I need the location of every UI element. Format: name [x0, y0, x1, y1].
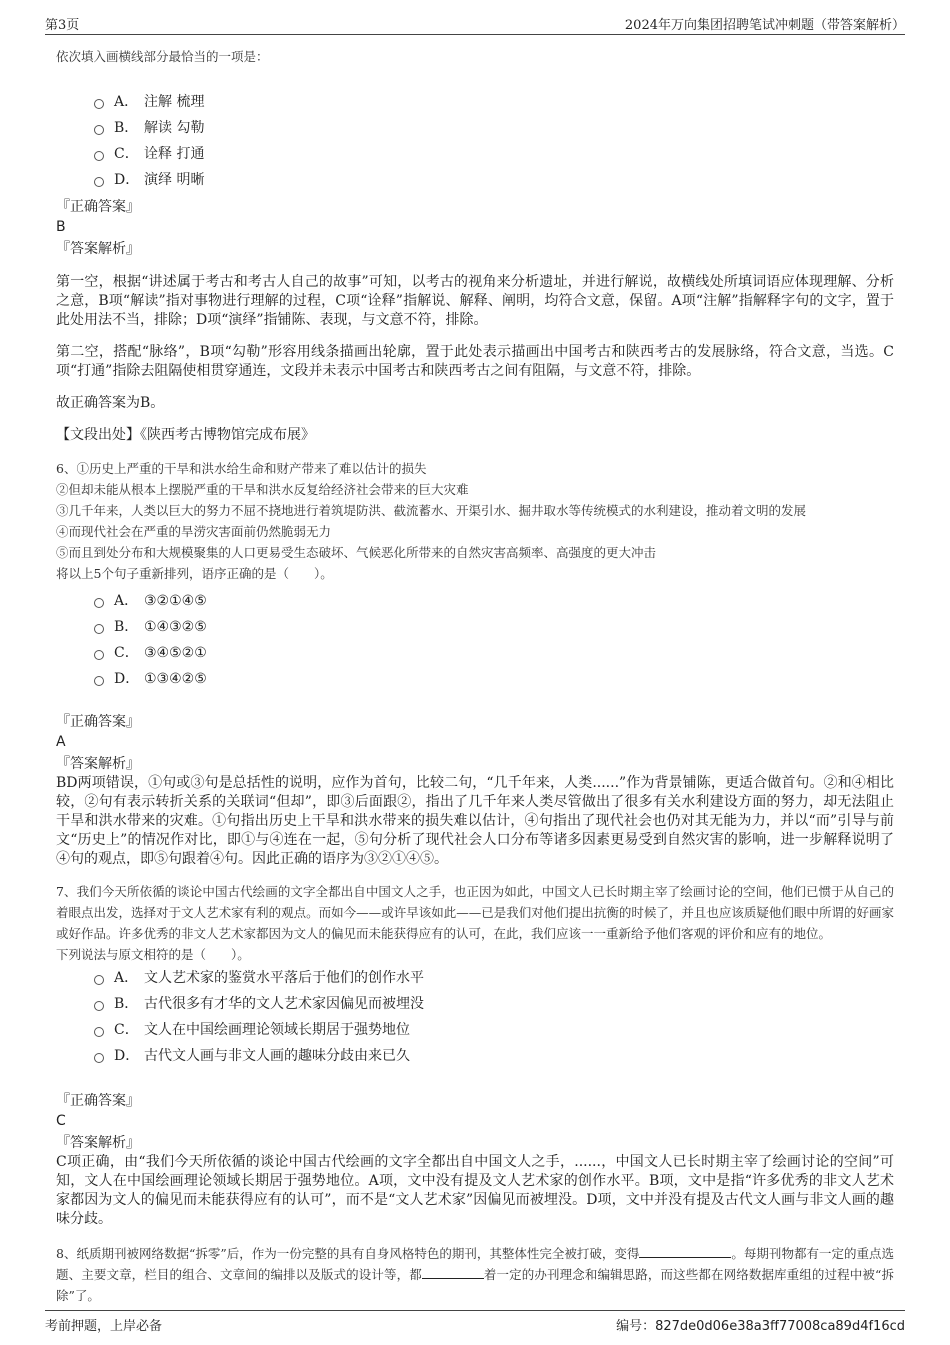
q6-option-c[interactable]: C． ③④⑤②①	[94, 640, 894, 666]
q7-option-d[interactable]: D． 古代文人画与非文人画的趣味分歧由来已久	[94, 1043, 894, 1069]
q5-prompt: 依次填入画横线部分最恰当的一项是：	[56, 49, 269, 64]
page-content	[56, 46, 894, 1306]
document-title: 2024年万向集团招聘笔试冲刺题（带答案解析）	[624, 18, 905, 33]
q7-passage: 7、我们今天所依循的谈论中国古代绘画的文字全都出自中国文人之手，也正因为如此，中国文人已长时期主宰了绘画讨论的空间，他们已惯于从自己的着眼点出发，选择对于文人艺术家有利的观点。而如今——或许早该如此——已是我们对他们提出抗衡的时候了，并且也应该质疑他们眼中所谓的好画家或好作品。许多优秀的非文人艺术家都因为文人的偏见而未能获得应有的认可，在此，我们应该一一重新给予他们客观的评价和应有的地位。	[56, 884, 894, 941]
radio-icon[interactable]	[94, 1053, 104, 1063]
radio-icon[interactable]	[94, 125, 104, 135]
q7-analysis-label: 『答案解析』	[56, 1135, 140, 1151]
q5-source: 【文段出处】《陕西考古博物馆完成布展》	[56, 427, 315, 443]
q6-option-b[interactable]: B． ①④③②⑤	[94, 614, 894, 640]
q6-option-d[interactable]: D． ①③④②⑤	[94, 666, 894, 692]
q6-options	[94, 588, 894, 692]
radio-icon[interactable]	[94, 151, 104, 161]
radio-icon[interactable]	[94, 975, 104, 985]
q6-question: 将以上5个句子重新排列，语序正确的是（ ）。	[56, 566, 333, 581]
page-number: 第3页	[45, 18, 80, 33]
q7-analysis: C项正确，由“我们今天所依循的谈论中国古代绘画的文字全都出自中国文人之手，......，中国文人已长时期主宰了绘画讨论的空间”可知，文人在中国绘画理论领域长期居于强势地位。A项，文中没有提及文人艺术家的创作水平。B项，文中是指“许多优秀的非文人艺术家都因为文人的偏见而未能获得应有的认可”，而不是“文人艺术家”因偏见而被埋没。D项，文中并没有提及古代文人画与非文人画的趣味分歧。	[56, 1154, 894, 1227]
radio-icon[interactable]	[94, 177, 104, 187]
q7-option-a[interactable]: A． 文人艺术家的鉴赏水平落后于他们的创作水平	[94, 965, 894, 991]
fill-blank[interactable]	[639, 1243, 731, 1258]
q6-answer-label: 『正确答案』	[56, 714, 140, 730]
q5-answer-label: 『正确答案』	[56, 199, 140, 215]
q6-line: ⑤而且到处分布和大规模聚集的人口更易受生态破坏、气候恶化所带来的自然灾害高频率、高强度的更大冲击	[56, 545, 657, 560]
q6-line: 6、①历史上严重的干旱和洪水给生命和财产带来了难以估计的损失	[56, 461, 427, 476]
q5-option-b[interactable]: B． 解读 勾勒	[94, 115, 894, 141]
radio-icon[interactable]	[94, 1001, 104, 1011]
q5-analysis-paragraph: 第二空，搭配“脉络”，B项“勾勒”形容用线条描画出轮廓，置于此处表示描画出中国考古和陕西考古的发展脉络，符合文意，当选。C项“打通”指除去阻隔使相贯穿通连，文段并未表示中国考古和陕西考古之间有阻隔，与文意不符，排除。	[56, 344, 894, 379]
q5-option-a[interactable]: A． 注解 梳理	[94, 89, 894, 115]
document-code: 编号：827de0d06e38a3ff77008ca89d4f16cd	[616, 1319, 905, 1334]
radio-icon[interactable]	[94, 624, 104, 634]
q7-options	[94, 965, 894, 1069]
radio-icon[interactable]	[94, 676, 104, 686]
q6-line: ④而现代社会在严重的旱涝灾害面前仍然脆弱无力	[56, 524, 332, 539]
q6-analysis-label: 『答案解析』	[56, 756, 140, 772]
q7-option-c[interactable]: C． 文人在中国绘画理论领域长期居于强势地位	[94, 1017, 894, 1043]
q5-conclusion: 故正确答案为B。	[56, 395, 165, 411]
q7-option-b[interactable]: B． 古代很多有才华的文人艺术家因偏见而被埋没	[94, 991, 894, 1017]
q5-options	[94, 89, 894, 193]
q5-answer: B	[56, 219, 66, 235]
q8-passage: 8、纸质期刊被网络数据“拆零”后，作为一份完整的具有自身风格特色的期刊，其整体性完全被打破，变得 。每期刊物都有一定的重点选题、主要文章，栏目的组合、文章间的编排以及版式的设计等，都 着一定的办刊理念和编辑思路，而这些都在网络数据库重组的过程中被“拆除”了。	[56, 1243, 894, 1306]
q5-option-c[interactable]: C． 诠释 打通	[94, 141, 894, 167]
radio-icon[interactable]	[94, 650, 104, 660]
q5-option-d[interactable]: D． 演绎 明晰	[94, 167, 894, 193]
q6-line: ③几千年来，人类以巨大的努力不屈不挠地进行着筑堤防洪、截流蓄水、开渠引水、掘井取水等传统模式的水利建设，推动着文明的发展	[56, 503, 807, 518]
q6-answer: A	[56, 734, 66, 750]
q5-analysis-label: 『答案解析』	[56, 241, 140, 257]
q6-option-a[interactable]: A． ③②①④⑤	[94, 588, 894, 614]
q7-answer-label: 『正确答案』	[56, 1093, 140, 1109]
radio-icon[interactable]	[94, 1027, 104, 1037]
footer-slogan: 考前押题，上岸必备	[45, 1319, 163, 1334]
radio-icon[interactable]	[94, 99, 104, 109]
page-footer	[45, 1310, 905, 1333]
q5-analysis-paragraph: 第一空，根据“讲述属于考古和考古人自己的故事”可知，以考古的视角来分析遗址，并进行解说，故横线处所填词语应体现理解、分析之意，B项“解读”指对事物进行理解的过程，C项“诠释”指解说、解释、阐明，均符合文意，保留。A项“注解”指解释字句的文字，置于此处用法不当，排除；D项“演绎”指铺陈、表现，与文意不符，排除。	[56, 274, 894, 328]
q6-analysis: BD两项错误，①句或③句是总括性的说明，应作为首句，比较二句，“几千年来，人类......”作为背景铺陈，更适合做首句。②和④相比较，②句有表示转折关系的关联词“但却”，即③后面跟②，指出了几千年来人类尽管做出了很多有关水利建设方面的努力，却无法阻止干旱和洪水带来的灾难。①句指出历史上干旱和洪水带来的损失难以估计，④句指出了现代社会也仍对其无能为力，并以“而”引导与前文“历史上”的情况作对比，即①与④连在一起，⑤句分析了现代社会人口分布等诸多因素更易受到自然灾害的影响，进一步解释说明了④句的观点，即⑤句跟着④句。因此正确的语序为③②①④⑤。	[56, 775, 894, 867]
q7-answer: C	[56, 1113, 66, 1129]
page-header	[45, 12, 905, 35]
fill-blank[interactable]	[422, 1264, 484, 1279]
radio-icon[interactable]	[94, 598, 104, 608]
q6-line: ②但却未能从根本上摆脱严重的干旱和洪水反复给经济社会带来的巨大灾难	[56, 482, 469, 497]
q7-question: 下列说法与原文相符的是（ ）。	[56, 947, 250, 962]
